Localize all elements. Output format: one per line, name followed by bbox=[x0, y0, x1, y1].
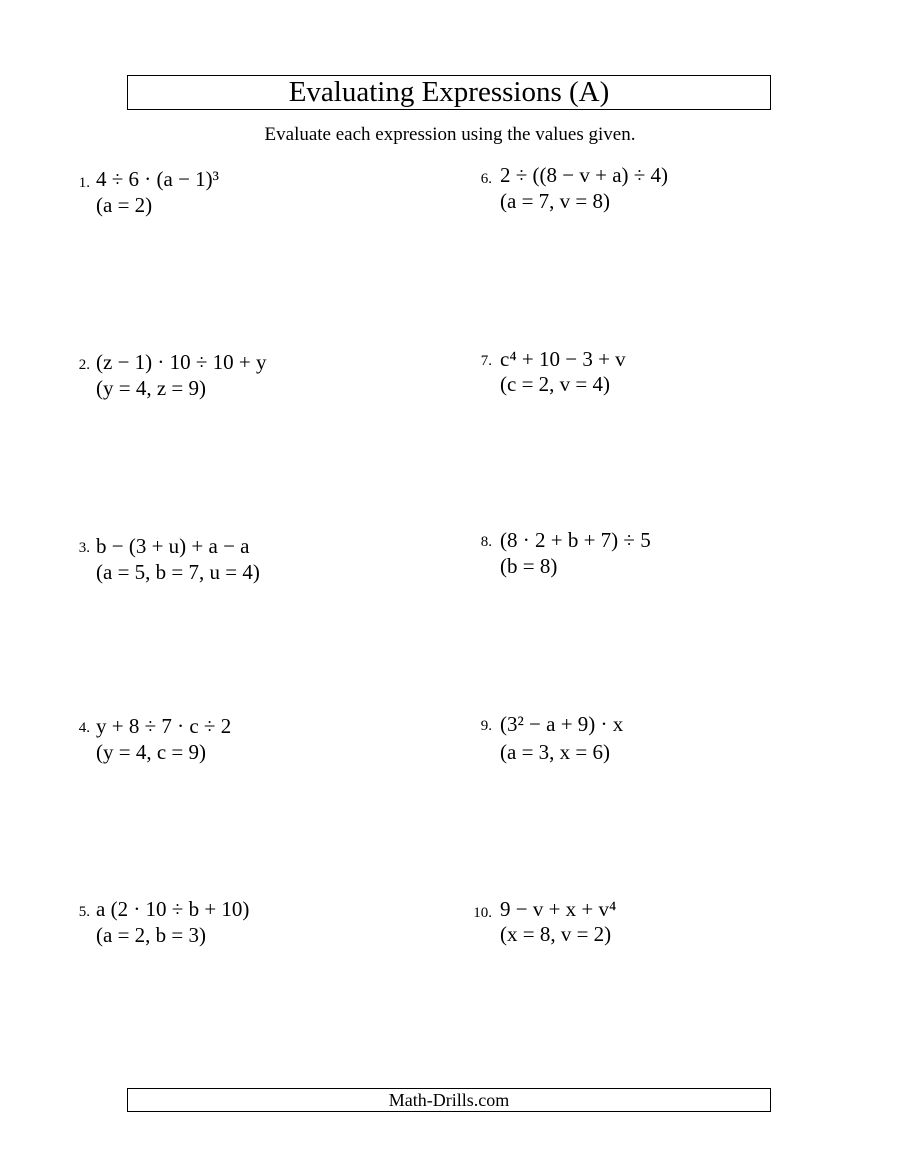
problem-expression: 2 ÷ ((8 − v + a) ÷ 4) bbox=[500, 163, 669, 187]
problem-values: (a = 2) bbox=[96, 193, 153, 217]
problem-number: 5. bbox=[78, 904, 90, 920]
problem-number: 4. bbox=[78, 720, 90, 736]
problem-expression: y + 8 ÷ 7 · c ÷ 2 bbox=[96, 714, 232, 738]
problem-values: (a = 3, x = 6) bbox=[500, 740, 610, 764]
problem-number: 1. bbox=[78, 175, 90, 191]
problem-expression: (3² − a + 9) · x bbox=[500, 712, 624, 736]
title-text: Evaluating Expressions (A) bbox=[288, 76, 610, 108]
problem-values: (a = 5, b = 7, u = 4) bbox=[96, 560, 260, 584]
footer bbox=[127, 1088, 771, 1112]
problem-values: (y = 4, c = 9) bbox=[96, 740, 206, 764]
worksheet-title bbox=[127, 75, 771, 110]
problem-expression: 9 − v + x + v⁴ bbox=[500, 897, 617, 921]
problem-values: (x = 8, v = 2) bbox=[500, 922, 612, 946]
problem-number: 10. bbox=[473, 905, 492, 921]
problem-number: 8. bbox=[480, 534, 492, 550]
problem-expression: b − (3 + u) + a − a bbox=[96, 534, 250, 558]
instructions: Evaluate each expression using the values given. bbox=[264, 124, 636, 145]
problem-number: 3. bbox=[78, 540, 90, 556]
problem-expression: (z − 1) · 10 ÷ 10 + y bbox=[96, 350, 267, 374]
problem-expression: (8 · 2 + b + 7) ÷ 5 bbox=[500, 528, 651, 552]
problem-values: (b = 8) bbox=[500, 554, 558, 578]
problem-number: 7. bbox=[480, 353, 492, 369]
problem-number: 9. bbox=[480, 718, 492, 734]
problem-values: (a = 7, v = 8) bbox=[500, 189, 610, 213]
problem-number: 2. bbox=[78, 357, 90, 373]
problem-values: (y = 4, z = 9) bbox=[96, 376, 206, 400]
problem-expression: c⁴ + 10 − 3 + v bbox=[500, 347, 626, 371]
problem-values: (c = 2, v = 4) bbox=[500, 372, 610, 396]
problem-expression: a (2 · 10 ÷ b + 10) bbox=[96, 897, 250, 921]
problem-values: (a = 2, b = 3) bbox=[96, 923, 206, 947]
problem-number: 6. bbox=[480, 171, 492, 187]
problem-expression: 4 ÷ 6 · (a − 1)³ bbox=[96, 167, 219, 191]
footer-text: Math-Drills.com bbox=[388, 1089, 510, 1110]
